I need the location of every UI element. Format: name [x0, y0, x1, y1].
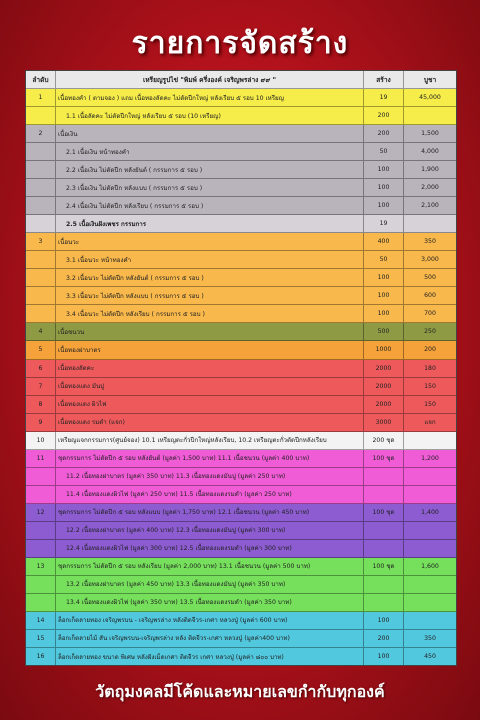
table-header — [26, 71, 456, 89]
cell-price: 1,900 — [421, 166, 439, 174]
cell-price: 2,100 — [421, 202, 439, 210]
table-row — [26, 450, 456, 468]
cell-price: 1,600 — [421, 562, 439, 570]
cell-price — [404, 215, 456, 232]
cell-no — [26, 287, 56, 304]
cell-price: 600 — [424, 292, 436, 300]
table-row — [26, 468, 456, 486]
cell-qty: 100 ชุด — [364, 558, 404, 575]
cell-price — [404, 468, 456, 485]
cell-no — [26, 143, 56, 160]
cell-qty: 100 ชุด — [364, 450, 404, 467]
cell-no — [26, 107, 56, 124]
table-row — [26, 107, 456, 125]
table-row — [26, 378, 456, 396]
cell-no — [26, 594, 56, 611]
cell-qty: 50 — [364, 251, 404, 268]
table-row — [26, 269, 456, 287]
cell-qty: 19 — [364, 215, 404, 232]
cell-item: 3.2 เนื้อนวะ ไม่ตัดปีก หลังยันต์ ( กรรมการ ๕ รอบ ) — [56, 269, 364, 286]
table-row — [26, 522, 456, 540]
cell-no: 11 — [26, 450, 56, 467]
cell-no — [26, 179, 56, 196]
cell-qty: 100 — [364, 179, 404, 196]
cell-item: ล็อกเก็ตลายไม้ สัน เจริญพรบน-เจริญพรล่าง หลัง ติดจีวร-เกศา หลวงปู่ (มูลค่า400 บาท) — [56, 630, 364, 647]
cell-no — [26, 269, 56, 286]
cell-item: 1.1 เนื้อลัดคะ ไม่ตัดปีกใหญ่ หลังเรียบ ๕ รอบ (10 เหรียญ) — [56, 107, 364, 124]
cell-no: 4 — [26, 323, 56, 340]
cell-qty: 100 — [364, 305, 404, 322]
cell-price: 350 — [424, 238, 436, 246]
cell-price: แจก — [424, 419, 436, 427]
cell-qty: 200 — [364, 107, 404, 124]
cell-item: 3.3 เนื้อนวะ ไม่ตัดปีก หลังแบบ ( กรรมการ ๕ รอบ ) — [56, 287, 364, 304]
table-row — [26, 486, 456, 504]
table-row — [26, 341, 456, 359]
table-row — [26, 179, 456, 197]
cell-item: เนื้อชนวน — [56, 323, 364, 340]
table-row — [26, 215, 456, 233]
cell-no — [26, 215, 56, 232]
cell-item: 12.2 เนื้อทองฝาบาตร (มูลค่า 400 บาท) 12.3 เนื้อทองแดงมันปู (มูลค่า 300 บาท) — [56, 522, 364, 539]
cell-price — [404, 107, 456, 124]
table-row — [26, 143, 456, 161]
cell-item: 2.5 เนื้อเงินฝังเพชร กรรมการ — [56, 215, 364, 232]
cell-qty: 500 — [364, 323, 404, 340]
cell-no: 15 — [26, 630, 56, 647]
cell-price: 350 — [424, 634, 436, 642]
cell-no — [26, 540, 56, 557]
cell-item: เหรียญแจกกรรมการ(ศูนย์จอง) 10.1 เหรียญตะกั่วปีกใหญ่หลังเรียบ, 10.2 เหรียญตะกั่วตัดปีกหลังเรียบ — [56, 432, 364, 449]
cell-item: 3.1 เนื้อนวะ หน้าทองคำ — [56, 251, 364, 268]
cell-qty: 200 — [364, 630, 404, 647]
cell-price: 45,000 — [419, 94, 441, 102]
cell-no — [26, 161, 56, 178]
cell-no: 13 — [26, 558, 56, 575]
table-row — [26, 558, 456, 576]
cell-qty — [364, 486, 404, 503]
cell-item: เนื้อทองคำ ( ตามจอง ) แถม เนื้อทองลัดคะ ไม่ตัดปีกใหญ่ หลังเรียบ ๕ รอบ 10 เหรียญ — [56, 89, 364, 106]
table-row — [26, 305, 456, 323]
cell-qty — [364, 540, 404, 557]
cell-item: ชุดกรรมการ ไม่ตัดปีก ๕ รอบ หลังยันต์ (มูลค่า 1,500 บาท) 11.1 เนื้อชนวน (มูลค่า 400 บาท) — [56, 450, 364, 467]
table-row — [26, 89, 456, 107]
header-item: เหรียญรูปไข่ "พิมพ์ ครึ่งองค์ เจริญพรล่าง ๙๙ " — [56, 71, 364, 88]
cell-item: 2.1 เนื้อเงิน หน้าทองคำ — [56, 143, 364, 160]
cell-item: ล็อกเก็ตลายทอง เจริญพรบน - เจริญพรล่าง หลังติดจีวร-เกศา หลวงปู่ (มูลค่า 600 บาท) — [56, 612, 364, 629]
table-row — [26, 287, 456, 305]
cell-price — [404, 522, 456, 539]
cell-item: เนื้อทองแดง ผิวไฟ — [56, 396, 364, 413]
table-row — [26, 576, 456, 594]
cell-qty — [364, 522, 404, 539]
table-row — [26, 504, 456, 522]
cell-no: 12 — [26, 504, 56, 521]
cell-item: 2.4 เนื้อเงิน ไม่ตัดปีก หลังเรียบ ( กรรมการ ๕ รอบ ) — [56, 197, 364, 214]
cell-qty: 100 — [364, 269, 404, 286]
cell-price: 4,000 — [421, 148, 439, 156]
cell-no: 14 — [26, 612, 56, 629]
cell-qty: 200 — [364, 125, 404, 142]
cell-price: 200 — [424, 346, 436, 354]
cell-price: 2,000 — [421, 184, 439, 192]
cell-no: 1 — [26, 89, 56, 106]
table-row — [26, 630, 456, 648]
cell-item: 12.4 เนื้อทองแดงผิวไฟ (มูลค่า 300 บาท) 12.5 เนื้อทองแดงรมดำ (มูลค่า 300 บาท) — [56, 540, 364, 557]
cell-item: ชุดกรรมการ ไม่ตัดปีก ๕ รอบ หลังเรียบ (มูลค่า 2,000 บาท) 13.1 เนื้อชนวน (มูลค่า 500 บาท) — [56, 558, 364, 575]
cell-item: 13.2 เนื้อทองฝาบาตร (มูลค่า 450 บาท) 13.3 เนื้อทองแดงมันปู (มูลค่า 350 บาท) — [56, 576, 364, 593]
cell-no — [26, 576, 56, 593]
cell-qty: 100 — [364, 161, 404, 178]
cell-price: 1,500 — [421, 130, 439, 138]
cell-no — [26, 251, 56, 268]
cell-no — [26, 486, 56, 503]
cell-item: เนื้อทองแดง รมดำ (แจก) — [56, 414, 364, 431]
page-title: รายการจัดสร้าง — [131, 26, 349, 61]
table-row — [26, 161, 456, 179]
cell-no: 7 — [26, 378, 56, 395]
cell-qty: 2000 — [364, 360, 404, 377]
cell-no: 3 — [26, 233, 56, 250]
table-row — [26, 323, 456, 341]
cell-price — [404, 612, 456, 629]
cell-item: 2.2 เนื้อเงิน ไม่ตัดปีก หลังยันต์ ( กรรมการ ๕ รอบ ) — [56, 161, 364, 178]
cell-qty: 100 — [364, 612, 404, 629]
cell-no: 9 — [26, 414, 56, 431]
cell-item: เนื้อนวะ — [56, 233, 364, 250]
cell-qty — [364, 576, 404, 593]
table-row — [26, 396, 456, 414]
cell-qty: 19 — [364, 89, 404, 106]
cell-price: 1,400 — [421, 508, 439, 516]
table-row — [26, 233, 456, 251]
cell-price: 700 — [424, 310, 436, 318]
cell-qty: 100 — [364, 287, 404, 304]
cell-qty — [364, 594, 404, 611]
cell-price — [404, 486, 456, 503]
cell-qty: 100 — [364, 648, 404, 665]
cell-no: 5 — [26, 341, 56, 358]
header-qty: สร้าง — [364, 71, 404, 88]
cell-qty: 2000 — [364, 396, 404, 413]
cell-qty: 100 ชุด — [364, 504, 404, 521]
cell-price: 180 — [424, 364, 436, 372]
cell-no — [26, 468, 56, 485]
cell-price: 450 — [424, 653, 436, 661]
table-row — [26, 197, 456, 215]
cell-price: 150 — [424, 400, 436, 408]
cell-item: 2.3 เนื้อเงิน ไม่ตัดปีก หลังแบบ ( กรรมการ ๕ รอบ ) — [56, 179, 364, 196]
table-row — [26, 540, 456, 558]
cell-no: 2 — [26, 125, 56, 142]
cell-qty: 1000 — [364, 341, 404, 358]
cell-qty — [364, 468, 404, 485]
table-row — [26, 594, 456, 612]
cell-price: 500 — [424, 274, 436, 282]
cell-qty: 400 — [364, 233, 404, 250]
cell-price — [404, 540, 456, 557]
cell-price: 150 — [424, 382, 436, 390]
cell-no: 16 — [26, 648, 56, 665]
cell-item: ล็อกเก็ตลายทอง ขนาด พิเศษ หลังฝังเม็ดเกศา ติดจีวร เกศา หลวงปู่ (มูลค่า ๘๐๐ บาท) — [56, 648, 364, 665]
cell-qty: 100 — [364, 197, 404, 214]
cell-item: 11.2 เนื้อทองฝาบาตร (มูลค่า 350 บาท) 11.3 เนื้อทองแดงมันปู (มูลค่า 250 บาท) — [56, 468, 364, 485]
header-price: บูชา — [423, 76, 437, 85]
cell-price — [404, 576, 456, 593]
header-no: ลำดับ — [26, 71, 56, 88]
cell-no: 6 — [26, 360, 56, 377]
cell-item: เนื้อทองลัดคะ — [56, 360, 364, 377]
price-table — [25, 70, 457, 666]
cell-price — [404, 432, 456, 449]
cell-item: เนื้อเงิน — [56, 125, 364, 142]
cell-item: 13.4 เนื้อทองแดงผิวไฟ (มูลค่า 350 บาท) 13.5 เนื้อทองแดงรมดำ (มูลค่า 350 บาท) — [56, 594, 364, 611]
table-row — [26, 360, 456, 378]
cell-item: 11.4 เนื้อทองแดงผิวไฟ (มูลค่า 250 บาท) 11.5 เนื้อทองแดงรมดำ (มูลค่า 250 บาท) — [56, 486, 364, 503]
table-row — [26, 432, 456, 450]
cell-item: เนื้อทองฝาบาตร — [56, 341, 364, 358]
table-row — [26, 612, 456, 630]
cell-price: 3,000 — [421, 256, 439, 264]
cell-item: 3.4 เนื้อนวะ ไม่ตัดปีก หลังเรียบ ( กรรมการ ๕ รอบ ) — [56, 305, 364, 322]
cell-qty: 200 ชุด — [364, 432, 404, 449]
table-row — [26, 125, 456, 143]
cell-qty: 2000 — [364, 378, 404, 395]
cell-no: 8 — [26, 396, 56, 413]
cell-qty: 3000 — [364, 414, 404, 431]
cell-no — [26, 522, 56, 539]
cell-no — [26, 305, 56, 322]
cell-qty: 50 — [364, 143, 404, 160]
cell-price — [404, 594, 456, 611]
cell-no — [26, 197, 56, 214]
footer-note: วัตถุมงคลมีโค้ดและหมายเลขกำกับทุกองค์ — [95, 682, 385, 701]
cell-item: เนื้อทองแดง มันปู — [56, 378, 364, 395]
cell-price: 250 — [424, 328, 436, 336]
table-row — [26, 648, 456, 665]
cell-no: 10 — [26, 432, 56, 449]
cell-item: ชุดกรรมการ ไม่ตัดปีก ๕ รอบ หลังแบบ (มูลค่า 1,750 บาท) 12.1 เนื้อชนวน (มูลค่า 450 บาท) — [56, 504, 364, 521]
table-row — [26, 414, 456, 432]
cell-price: 1,200 — [421, 454, 439, 462]
table-row — [26, 251, 456, 269]
